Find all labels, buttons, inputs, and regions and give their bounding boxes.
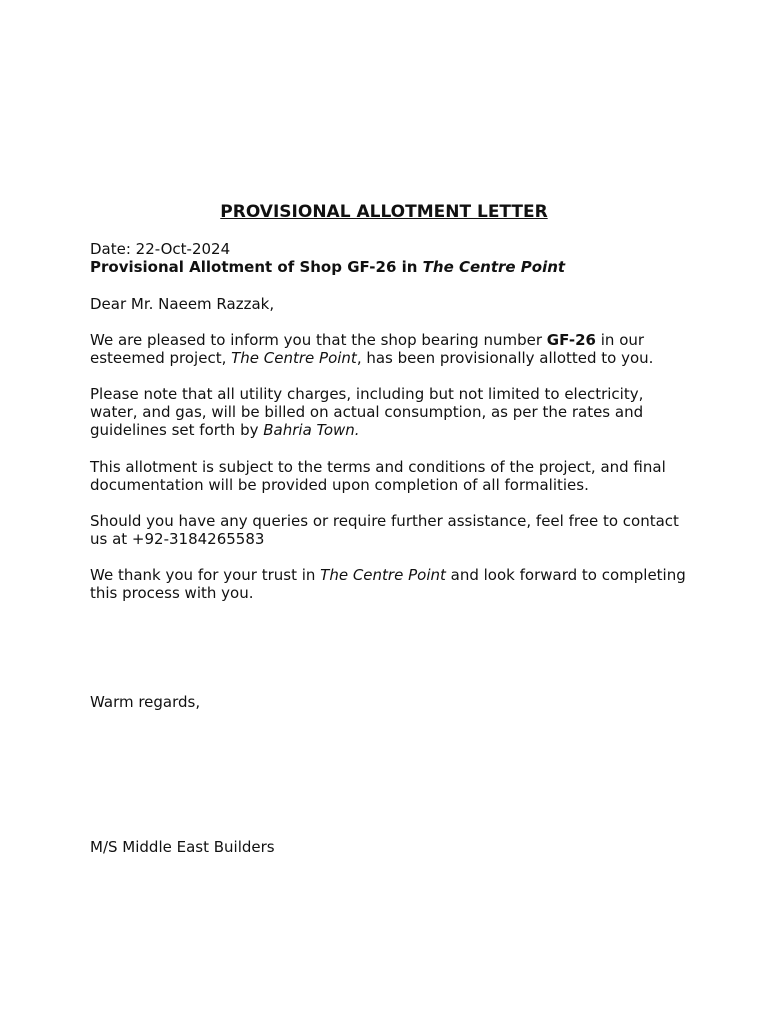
paragraph-utilities <box>90 385 690 439</box>
letter-date: Date: 22-Oct-2024 <box>90 240 231 258</box>
paragraph-text: in our esteemed project, <box>90 331 645 367</box>
paragraph-text: Please note that all utility charges, including but not limited to electricity, water, and gas, will be billed on actual consumption, as per the rates and guidelines set forth by <box>90 385 644 439</box>
closing: Warm regards, <box>90 693 201 711</box>
paragraph-allotment <box>90 331 690 367</box>
paragraph-text: , has been provisionally allotted to you. <box>356 349 654 367</box>
paragraph-text: We thank you for your trust in <box>90 566 321 584</box>
salutation: Dear Mr. Naeem Razzak, <box>90 295 275 313</box>
letter-subject <box>90 258 690 276</box>
paragraph-contact: Should you have any queries or require further assistance, feel free to contact us at +92-3184265583 <box>90 512 679 548</box>
subject-project-name: The Centre Point <box>422 258 566 276</box>
authority-name: Bahria Town. <box>263 421 360 439</box>
project-name: The Centre Point <box>320 566 446 584</box>
subject-text: Provisional Allotment of Shop GF-26 in <box>90 258 423 276</box>
paragraph-thanks <box>90 566 690 602</box>
paragraph-text: We are pleased to inform you that the shop bearing number <box>90 331 547 349</box>
paragraph-text: and look forward to completing this process with you. <box>90 566 686 602</box>
paragraph-terms: This allotment is subject to the terms and conditions of the project, and final documentation will be provided upon completion of all formalities. <box>90 458 666 494</box>
project-name: The Centre Point <box>231 349 357 367</box>
signature: M/S Middle East Builders <box>90 838 275 856</box>
shop-number: GF-26 <box>546 331 596 349</box>
letter-title: PROVISIONAL ALLOTMENT LETTER <box>220 202 548 222</box>
